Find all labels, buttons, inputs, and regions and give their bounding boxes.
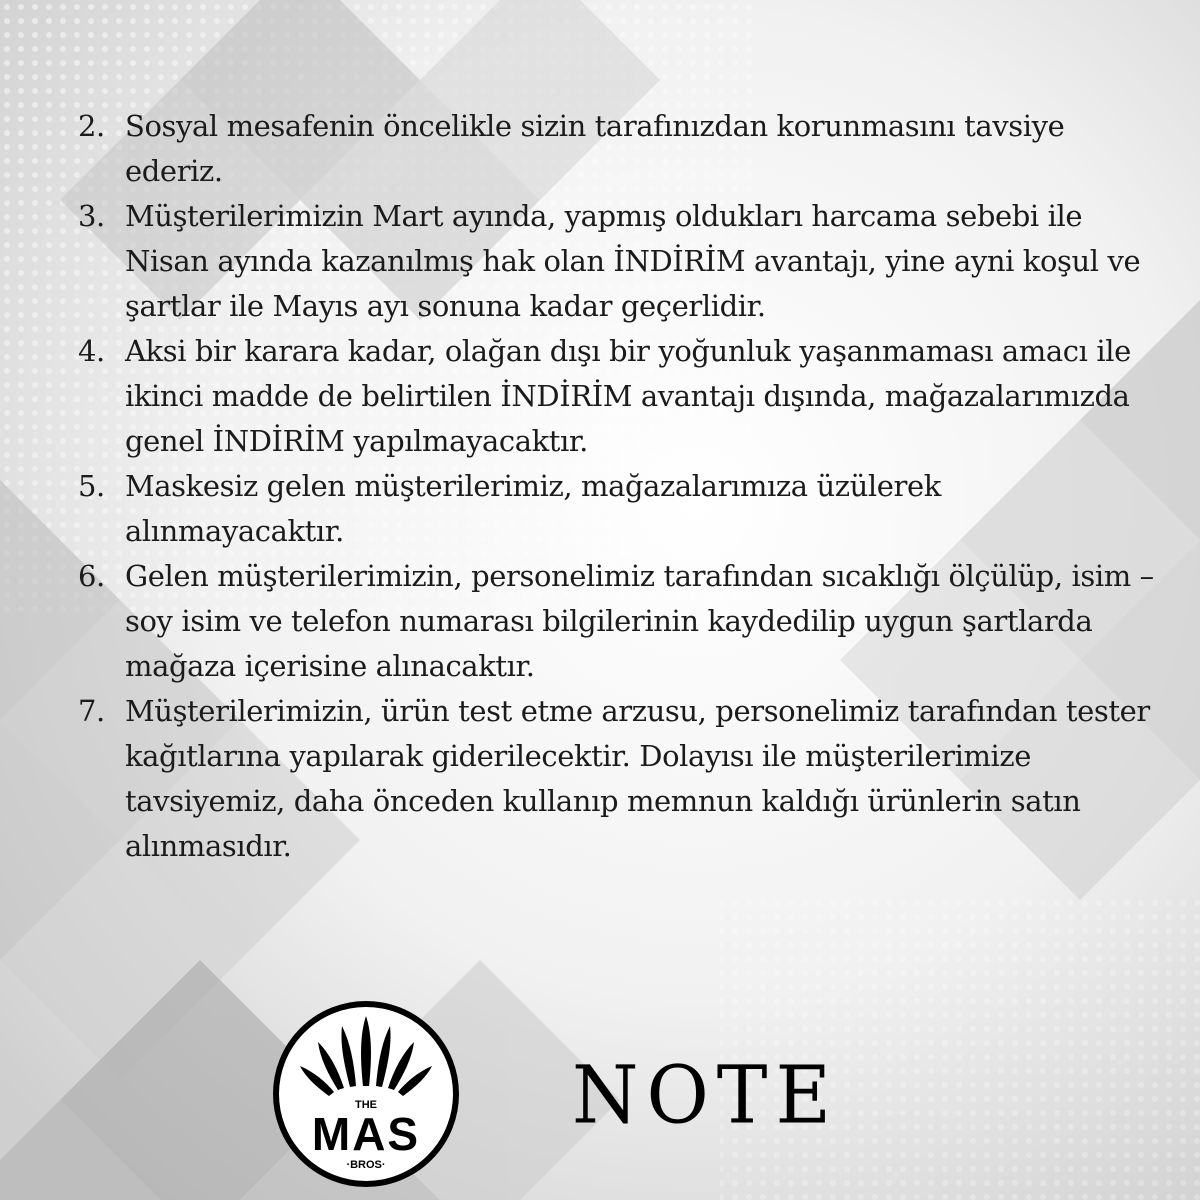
list-item: [78, 329, 1168, 464]
list-item-text: Gelen müşterilerimizin, personelimiz tarafından sıcaklığı ölçülüp, isim – soy isim ve telefon numarası bilgilerinin kaydedilip uygun şartlarda mağaza içerisine alınacaktır.: [125, 559, 1154, 683]
list-item-number: 5.: [78, 469, 105, 503]
list-item: [78, 554, 1168, 689]
list-item-text: Müşterilerimizin, ürün test etme arzusu, personelimiz tarafından tester kağıtlarına yapılarak giderilecektir. Dolayısı ile müşterilerimize tavsiyemiz, daha önceden kullanıp memnun kaldığı ürünlerin satın alınmasıdır.: [125, 694, 1150, 863]
mas-bros-logo: [272, 1000, 460, 1188]
list-item-number: 2.: [78, 109, 105, 143]
list-item-text: Müşterilerimizin Mart ayında, yapmış oldukları harcama sebebi ile Nisan ayında kazanılmış hak olan İNDİRİM avantajı, yine ayni koşul ve şartlar ile Mayıs ayı sonuna kadar geçerlidir.: [125, 199, 1141, 323]
notice-content: [78, 104, 1168, 869]
list-item-number: 6.: [78, 559, 105, 593]
list-item: [78, 104, 1168, 194]
list-item-number: 3.: [78, 199, 105, 233]
mas-logo-bottom-text: ·BROS·: [346, 1159, 386, 1171]
list-item-text: Maskesiz gelen müşterilerimiz, mağazalarımıza üzülerek alınmayacaktır.: [125, 469, 941, 548]
mas-logo-top-text: THE: [355, 1099, 377, 1111]
mas-logo-main-text: MAS: [311, 1108, 421, 1160]
notice-list: [78, 104, 1168, 869]
list-item-text: Sosyal mesafenin öncelikle sizin tarafınızdan korunmasını tavsiye ederiz.: [125, 109, 1065, 188]
list-item: [78, 194, 1168, 329]
list-item-number: 7.: [78, 694, 105, 728]
list-item: [78, 689, 1168, 869]
list-item-text: Aksi bir karara kadar, olağan dışı bir yoğunluk yaşanmaması amacı ile ikinci madde de belirtilen İNDİRİM avantajı dışında, mağazalarımızda genel İNDİRİM yapılmayacaktır.: [125, 334, 1131, 458]
list-item-number: 4.: [78, 334, 105, 368]
note-logo: NOTE: [572, 1048, 839, 1142]
brand-logos: [0, 1000, 1200, 1200]
list-item: [78, 464, 1168, 554]
